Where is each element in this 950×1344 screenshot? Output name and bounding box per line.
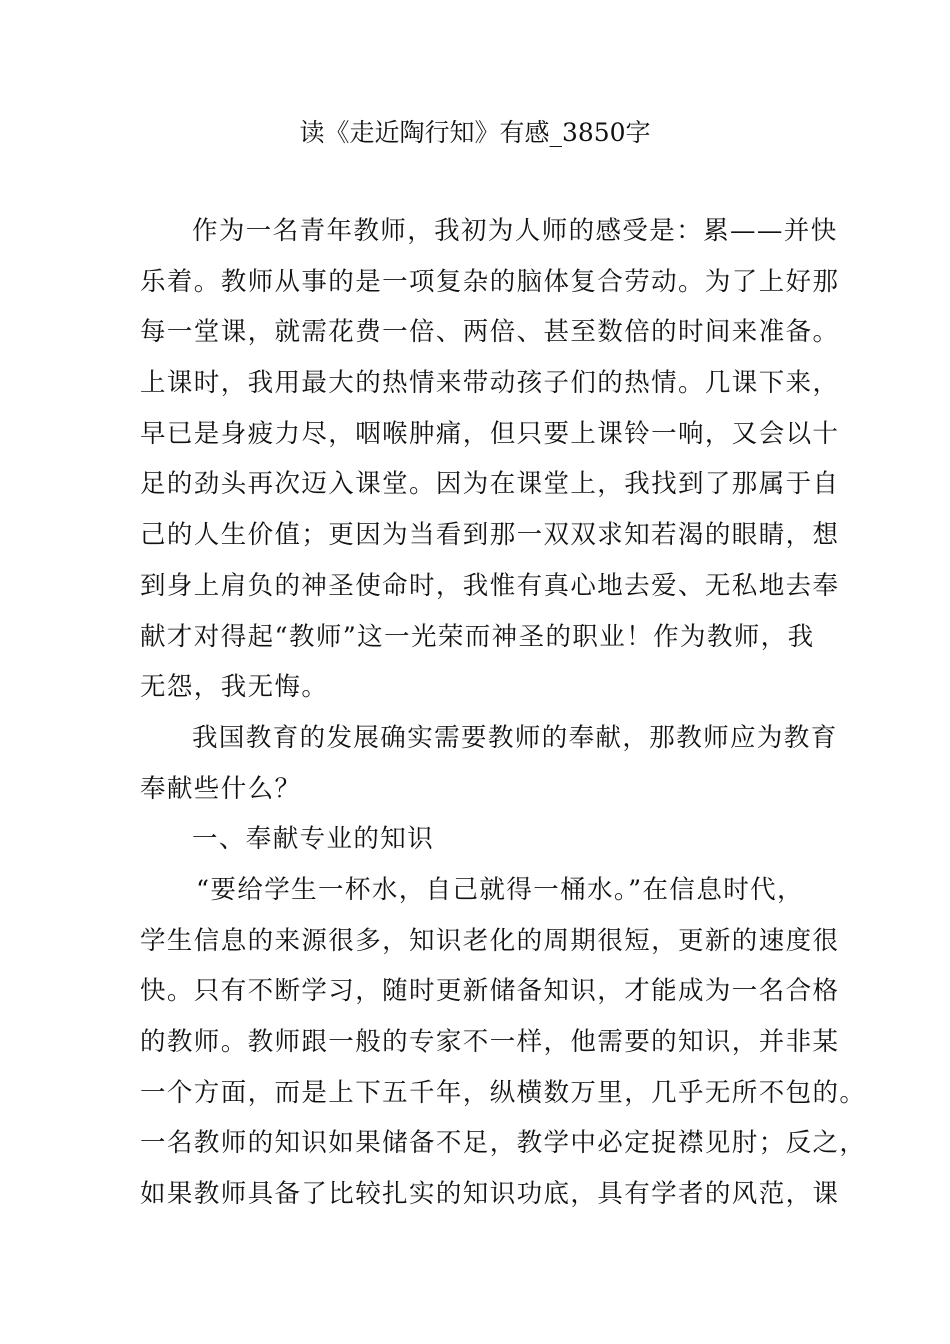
document-title: 读《走近陶行知》有感_3850字 — [299, 118, 651, 147]
paragraph-line: 己的人生价值；更因为当看到那一双双求知若渴的眼睛，想 — [140, 520, 840, 551]
section-heading: 一、奉献专业的知识 — [192, 824, 435, 855]
paragraph-line: 我国教育的发展确实需要教师的奉献，那教师应为教育 — [192, 722, 838, 753]
paragraph-line: “要给学生一杯水，自己就得一桶水。”在信息时代， — [196, 874, 804, 905]
document-body — [140, 206, 867, 1220]
paragraph-line: 如果教师具备了比较扎实的知识功底，具有学者的风范，课 — [140, 1179, 840, 1210]
paragraph-line: 乐着。教师从事的是一项复杂的脑体复合劳动。为了上好那 — [140, 266, 840, 297]
paragraph-line: 快。只有不断学习，随时更新储备知识，才能成为一名合格 — [140, 976, 840, 1007]
paragraph-line: 足的劲头再次迈入课堂。因为在课堂上，我找到了那属于自 — [140, 469, 840, 500]
paragraph-line: 上课时，我用最大的热情来带动孩子们的热情。几课下来， — [140, 368, 840, 399]
paragraph-line: 到身上肩负的神圣使命时，我惟有真心地去爱、无私地去奉 — [140, 570, 840, 601]
paragraph-line: 一名教师的知识如果储备不足，教学中必定捉襟见肘；反之， — [140, 1128, 867, 1159]
paragraph-line: 献才对得起“教师”这一光荣而神圣的职业！作为教师，我 — [140, 621, 815, 652]
paragraph-line: 一个方面，而是上下五千年，纵横数万里，几乎无所不包的。 — [140, 1077, 867, 1108]
paragraph-line: 作为一名青年教师，我初为人师的感受是：累——并快 — [192, 216, 838, 246]
paragraph-line: 的教师。教师跟一般的专家不一样，他需要的知识，并非某 — [140, 1027, 840, 1057]
paragraph-line: 每一堂课，就需花费一倍、两倍、甚至数倍的时间来准备。 — [140, 317, 840, 348]
paragraph-line: 奉献些什么？ — [140, 773, 302, 804]
paragraph-line: 无怨，我无悔。 — [140, 672, 329, 703]
paragraph-line: 早已是身疲力尽，咽喉肿痛，但只要上课铃一响，又会以十 — [140, 418, 840, 449]
paragraph-line: 学生信息的来源很多，知识老化的周期很短，更新的速度很 — [140, 925, 840, 956]
